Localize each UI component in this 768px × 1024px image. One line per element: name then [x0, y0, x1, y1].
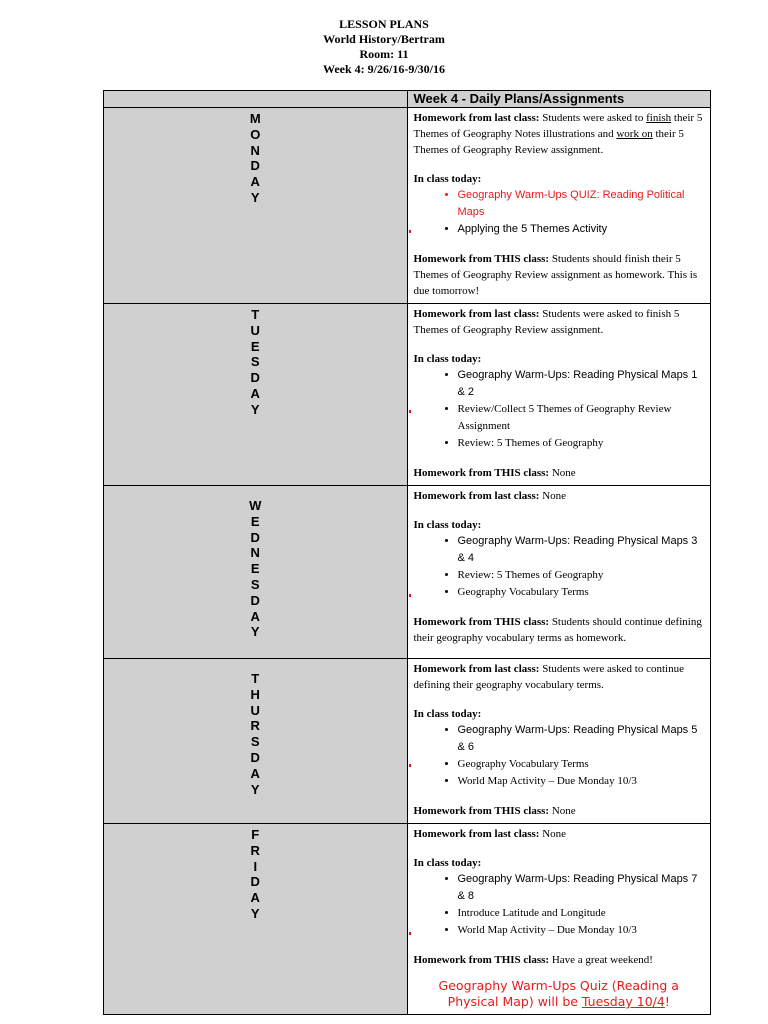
list-item: • Review: 5 Themes of Geography: [458, 567, 705, 584]
day-content-tuesday: [407, 304, 711, 486]
day-letter: A: [250, 765, 260, 781]
day-letter: E: [250, 561, 260, 577]
list-item: • Review/Collect 5 Themes of Geography Review Assignment: [458, 401, 705, 435]
day-letter: H: [250, 686, 260, 702]
list-item: • Review: 5 Themes of Geography: [458, 435, 705, 452]
day-letter: N: [250, 545, 260, 561]
header-room: Room: 11: [359, 47, 409, 61]
day-content-wednesday: [407, 486, 711, 659]
quiz-announcement: Geography Warm-Ups Quiz (Reading a Physical Map) will be Tuesday 10/4!: [438, 978, 679, 1009]
day-letter: D: [250, 529, 260, 545]
day-letter: E: [250, 338, 260, 354]
day-letter: I: [253, 858, 258, 874]
list-item: • Geography Vocabulary Terms: [458, 584, 705, 601]
day-letter: Y: [250, 624, 260, 640]
list-item: • Geography Warm-Ups: Reading Physical Maps 7 & 8: [458, 871, 705, 905]
day-content-monday: [407, 108, 711, 304]
day-label-wednesday: [104, 486, 408, 659]
day-label-friday: [104, 824, 408, 1015]
day-letter: A: [250, 385, 260, 401]
hw-this-friday: Homework from THIS class: Have a great weekend!: [413, 954, 653, 966]
list-item: • World Map Activity – Due Monday 10/3: [458, 922, 705, 939]
day-letter: O: [250, 126, 261, 142]
day-letter: A: [250, 174, 260, 190]
in-class-list-tuesday: [414, 367, 705, 452]
hw-last-thursday: Homework from last class: Students were asked to continue defining their geography vocabulary terms.: [413, 663, 684, 691]
header-title: LESSON PLANS: [339, 17, 429, 31]
day-row-thursday: [104, 659, 711, 824]
day-row-friday: [104, 824, 711, 1015]
lesson-plan-table: [103, 90, 711, 1015]
day-row-tuesday: [104, 304, 711, 486]
hw-last-monday: Homework from last class: Students were asked to finish their 5 Themes of Geography Notes illustrations and work on their 5 Themes of Geography Review assignment.: [413, 112, 703, 156]
day-content-thursday: [407, 659, 711, 824]
document-header: [0, 17, 768, 77]
day-letter: R: [250, 842, 260, 858]
day-letter: F: [251, 827, 260, 842]
day-letter: M: [249, 111, 261, 126]
day-row-wednesday: [104, 486, 711, 659]
day-letter: Y: [250, 401, 260, 417]
list-item: • Geography Warm-Ups: Reading Physical Maps 5 & 6: [458, 722, 705, 756]
day-letter: R: [250, 718, 260, 734]
hw-this-thursday: Homework from THIS class: None: [413, 805, 576, 817]
day-letter: S: [250, 354, 260, 370]
list-item: • Geography Warm-Ups QUIZ: Reading Political Maps: [458, 187, 705, 221]
in-class-label-friday: In class today:: [413, 857, 482, 869]
list-item: • Applying the 5 Themes Activity: [458, 221, 705, 238]
day-letter: D: [250, 158, 260, 174]
day-letter: D: [250, 370, 260, 386]
day-letter: E: [250, 513, 260, 529]
day-letter: D: [250, 874, 260, 890]
day-row-monday: [104, 108, 711, 304]
in-class-label-thursday: In class today:: [413, 708, 482, 720]
day-label-thursday: [104, 659, 408, 824]
in-class-list-thursday: [414, 722, 705, 790]
day-letter: D: [250, 592, 260, 608]
day-label-monday: [104, 108, 408, 304]
day-letter: A: [250, 608, 260, 624]
day-letter: D: [250, 749, 260, 765]
day-letter: Y: [250, 905, 260, 921]
day-letter: A: [250, 890, 260, 906]
day-letter: S: [250, 734, 260, 750]
hw-last-wednesday: Homework from last class: None: [413, 490, 567, 502]
list-item: • Geography Warm-Ups: Reading Physical Maps 1 & 2: [458, 367, 705, 401]
day-letter: S: [250, 576, 260, 592]
day-letter: T: [251, 671, 260, 686]
hw-this-tuesday: Homework from THIS class: None: [413, 467, 576, 479]
day-letter: U: [250, 702, 260, 718]
hw-this-monday: Homework from THIS class: Students should finish their 5 Themes of Geography Review assignment as homework. This is due tomorrow!: [413, 253, 698, 297]
in-class-list-wednesday: [414, 533, 705, 601]
hw-last-tuesday: Homework from last class: Students were asked to finish 5 Themes of Geography Review assignment.: [413, 308, 680, 336]
in-class-label-wednesday: In class today:: [413, 519, 482, 531]
hw-this-wednesday: Homework from THIS class: Students should continue defining their geography vocabulary terms as homework.: [413, 616, 702, 644]
day-content-friday: [407, 824, 711, 1015]
hw-last-friday: Homework from last class: None: [413, 828, 567, 840]
day-letter: Y: [250, 189, 260, 205]
day-letter: W: [249, 498, 262, 513]
list-item: • Geography Vocabulary Terms: [458, 756, 705, 773]
list-item: • Introduce Latitude and Longitude: [458, 905, 705, 922]
day-letter: U: [250, 322, 260, 338]
list-item: • Geography Warm-Ups: Reading Physical Maps 3 & 4: [458, 533, 705, 567]
in-class-list-monday: [414, 187, 705, 238]
table-title: Week 4 - Daily Plans/Assignments: [407, 91, 711, 108]
day-label-tuesday: [104, 304, 408, 486]
in-class-label-monday: In class today:: [413, 173, 482, 185]
header-course: World History/Bertram: [323, 32, 445, 46]
table-header-row: [104, 91, 711, 108]
day-letter: Y: [250, 781, 260, 797]
day-letter: N: [250, 142, 260, 158]
header-week: Week 4: 9/26/16-9/30/16: [323, 62, 445, 76]
list-item: • World Map Activity – Due Monday 10/3: [458, 773, 705, 790]
header-corner-cell: [104, 91, 408, 108]
in-class-list-friday: [414, 871, 705, 939]
in-class-label-tuesday: In class today:: [413, 353, 482, 365]
day-letter: T: [251, 307, 260, 322]
